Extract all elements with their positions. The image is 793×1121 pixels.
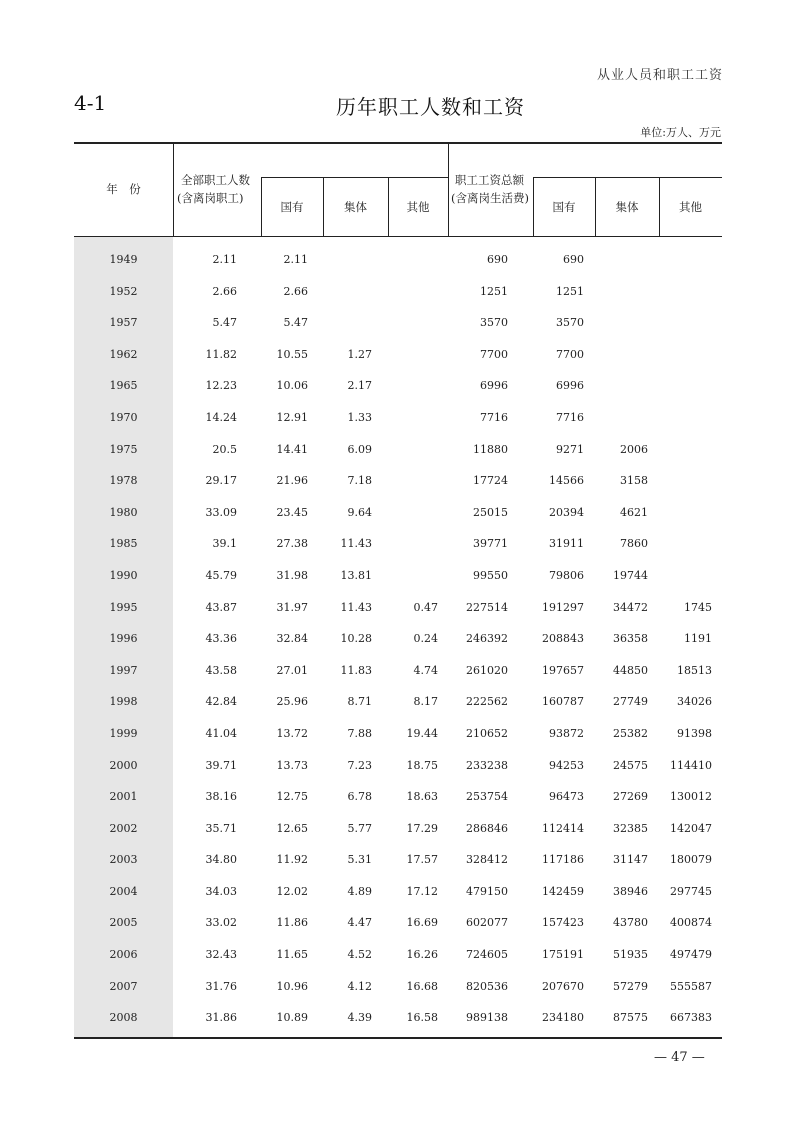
collective-wages-cell: 43780 bbox=[613, 916, 648, 930]
other-wages-cell: 555587 bbox=[670, 979, 712, 993]
collective-wages-cell: 4621 bbox=[620, 505, 648, 519]
table-row bbox=[74, 685, 722, 717]
year-cell: 2006 bbox=[109, 948, 138, 962]
state-workers-cell: 32.84 bbox=[276, 632, 308, 646]
state-workers-cell: 2.11 bbox=[283, 253, 308, 266]
other-wages-cell: 400874 bbox=[670, 916, 712, 930]
table-row bbox=[74, 496, 722, 528]
other-workers-cell: 19.44 bbox=[406, 726, 438, 740]
header-total-wages-note: (含离岗生活费) bbox=[451, 191, 529, 205]
table-row bbox=[74, 875, 722, 907]
state-wages-cell: 31911 bbox=[549, 537, 584, 551]
other-workers-cell: 16.68 bbox=[406, 979, 438, 993]
total-wages-cell: 25015 bbox=[473, 505, 508, 519]
collective-workers-cell: 1.27 bbox=[347, 347, 372, 361]
year-cell: 1949 bbox=[109, 253, 138, 266]
collective-workers-cell: 13.81 bbox=[340, 568, 372, 582]
total-workers-cell: 39.71 bbox=[205, 758, 237, 772]
total-wages-cell: 261020 bbox=[466, 663, 508, 677]
other-workers-cell: 18.75 bbox=[406, 758, 438, 772]
header-wages-state: 国有 bbox=[552, 200, 576, 214]
state-wages-cell: 234180 bbox=[542, 1011, 584, 1025]
total-wages-cell: 3570 bbox=[480, 316, 508, 330]
year-cell: 1975 bbox=[109, 442, 138, 456]
other-wages-cell: 497479 bbox=[670, 948, 712, 962]
other-workers-cell: 17.29 bbox=[406, 821, 438, 835]
header-wages-other: 其他 bbox=[679, 200, 702, 214]
state-workers-cell: 12.91 bbox=[276, 410, 308, 424]
table-row bbox=[74, 843, 722, 875]
table-row bbox=[74, 780, 722, 812]
state-workers-cell: 23.45 bbox=[276, 505, 308, 519]
year-cell: 1962 bbox=[109, 347, 138, 361]
state-workers-cell: 10.55 bbox=[276, 347, 308, 361]
other-workers-cell: 16.69 bbox=[406, 916, 438, 930]
state-workers-cell: 21.96 bbox=[276, 474, 308, 488]
state-wages-cell: 160787 bbox=[542, 695, 584, 709]
other-workers-cell: 16.26 bbox=[406, 948, 438, 962]
year-cell: 1980 bbox=[109, 505, 138, 519]
state-wages-cell: 9271 bbox=[556, 442, 584, 456]
total-wages-cell: 227514 bbox=[466, 600, 508, 614]
collective-workers-cell: 4.39 bbox=[347, 1011, 372, 1025]
collective-workers-cell: 2.17 bbox=[347, 379, 372, 393]
total-workers-cell: 41.04 bbox=[205, 726, 237, 740]
other-workers-cell: 17.12 bbox=[406, 884, 438, 898]
year-cell: 1999 bbox=[109, 726, 138, 740]
header-subrule bbox=[533, 177, 722, 178]
state-workers-cell: 13.72 bbox=[276, 726, 308, 740]
table-row bbox=[74, 717, 722, 749]
header-wages-collective: 集体 bbox=[615, 200, 639, 214]
total-wages-cell: 39771 bbox=[473, 537, 508, 551]
year-cell: 2005 bbox=[109, 916, 138, 930]
state-wages-cell: 96473 bbox=[549, 790, 584, 804]
state-workers-cell: 11.92 bbox=[276, 853, 308, 867]
header-total-wages: 职工工资总额 bbox=[455, 173, 524, 187]
total-workers-cell: 5.47 bbox=[212, 316, 237, 330]
state-wages-cell: 207670 bbox=[542, 979, 584, 993]
year-cell: 1997 bbox=[109, 663, 138, 677]
other-wages-cell: 114410 bbox=[670, 758, 712, 772]
total-workers-cell: 35.71 bbox=[205, 821, 237, 835]
other-wages-cell: 1191 bbox=[684, 632, 712, 646]
state-wages-cell: 197657 bbox=[542, 663, 584, 677]
year-cell: 2008 bbox=[109, 1011, 138, 1025]
collective-wages-cell: 7860 bbox=[620, 537, 648, 551]
total-wages-cell: 253754 bbox=[466, 790, 508, 804]
total-workers-cell: 42.84 bbox=[205, 695, 237, 709]
collective-workers-cell: 4.89 bbox=[347, 884, 372, 898]
total-workers-cell: 2.11 bbox=[212, 253, 237, 266]
table-row bbox=[74, 938, 722, 970]
year-cell: 2000 bbox=[109, 758, 138, 772]
state-wages-cell: 690 bbox=[563, 253, 584, 266]
collective-workers-cell: 11.43 bbox=[340, 600, 372, 614]
state-workers-cell: 11.86 bbox=[276, 916, 308, 930]
state-workers-cell: 2.66 bbox=[283, 284, 308, 298]
collective-workers-cell: 4.52 bbox=[347, 948, 372, 962]
year-cell: 1957 bbox=[109, 316, 138, 330]
state-wages-cell: 6996 bbox=[556, 379, 584, 393]
state-workers-cell: 13.73 bbox=[276, 758, 308, 772]
collective-workers-cell: 9.64 bbox=[347, 505, 372, 519]
collective-workers-cell: 7.88 bbox=[347, 726, 372, 740]
state-workers-cell: 10.06 bbox=[276, 379, 308, 393]
collective-workers-cell: 8.71 bbox=[347, 695, 372, 709]
total-wages-cell: 286846 bbox=[466, 821, 508, 835]
other-wages-cell: 1745 bbox=[684, 600, 712, 614]
table-row bbox=[74, 338, 722, 370]
table-row bbox=[74, 1001, 722, 1033]
header-year: 年 份 bbox=[106, 182, 141, 196]
table-row bbox=[74, 970, 722, 1002]
state-workers-cell: 10.89 bbox=[276, 1011, 308, 1025]
state-workers-cell: 27.38 bbox=[276, 537, 308, 551]
header-total-workers: 全部职工人数 bbox=[181, 173, 250, 187]
total-workers-cell: 33.09 bbox=[205, 505, 237, 519]
total-wages-cell: 820536 bbox=[466, 979, 508, 993]
collective-wages-cell: 34472 bbox=[613, 600, 648, 614]
other-wages-cell: 180079 bbox=[670, 853, 712, 867]
table-row bbox=[74, 749, 722, 781]
year-cell: 2003 bbox=[109, 853, 138, 867]
state-workers-cell: 31.98 bbox=[276, 568, 308, 582]
other-wages-cell: 142047 bbox=[670, 821, 712, 835]
table-row bbox=[74, 591, 722, 623]
year-cell: 2007 bbox=[109, 979, 138, 993]
header-divider bbox=[173, 142, 174, 237]
collective-wages-cell: 24575 bbox=[613, 758, 648, 772]
total-workers-cell: 39.1 bbox=[212, 537, 237, 551]
other-workers-cell: 17.57 bbox=[406, 853, 438, 867]
total-workers-cell: 32.43 bbox=[205, 948, 237, 962]
other-workers-cell: 18.63 bbox=[406, 790, 438, 804]
other-workers-cell: 16.58 bbox=[406, 1011, 438, 1025]
collective-wages-cell: 38946 bbox=[613, 884, 648, 898]
header-subrule bbox=[261, 177, 448, 178]
table-row bbox=[74, 906, 722, 938]
state-workers-cell: 12.65 bbox=[276, 821, 308, 835]
collective-wages-cell: 19744 bbox=[613, 568, 648, 582]
year-cell: 1978 bbox=[109, 474, 138, 488]
table-row bbox=[74, 401, 722, 433]
total-wages-cell: 7716 bbox=[480, 410, 508, 424]
total-wages-cell: 479150 bbox=[466, 884, 508, 898]
collective-wages-cell: 2006 bbox=[620, 442, 648, 456]
header-total-workers-note: (含离岗职工) bbox=[177, 191, 244, 205]
total-workers-cell: 31.86 bbox=[205, 1011, 237, 1025]
table-bottom-rule bbox=[74, 1037, 722, 1039]
total-wages-cell: 602077 bbox=[466, 916, 508, 930]
total-workers-cell: 33.02 bbox=[205, 916, 237, 930]
collective-wages-cell: 27269 bbox=[613, 790, 648, 804]
collective-wages-cell: 36358 bbox=[613, 632, 648, 646]
collective-workers-cell: 6.78 bbox=[347, 790, 372, 804]
table-row bbox=[74, 622, 722, 654]
state-workers-cell: 12.75 bbox=[276, 790, 308, 804]
state-wages-cell: 7700 bbox=[556, 347, 584, 361]
collective-workers-cell: 10.28 bbox=[340, 632, 372, 646]
year-cell: 1996 bbox=[109, 632, 138, 646]
total-wages-cell: 328412 bbox=[466, 853, 508, 867]
state-wages-cell: 142459 bbox=[542, 884, 584, 898]
collective-workers-cell: 7.23 bbox=[347, 758, 372, 772]
other-wages-cell: 297745 bbox=[670, 884, 712, 898]
total-wages-cell: 222562 bbox=[466, 695, 508, 709]
total-wages-cell: 1251 bbox=[480, 284, 508, 298]
year-cell: 2004 bbox=[109, 884, 138, 898]
table-row bbox=[74, 433, 722, 465]
total-wages-cell: 11880 bbox=[473, 442, 508, 456]
total-workers-cell: 45.79 bbox=[205, 568, 237, 582]
total-workers-cell: 34.80 bbox=[205, 853, 237, 867]
year-cell: 1985 bbox=[109, 537, 138, 551]
state-wages-cell: 94253 bbox=[549, 758, 584, 772]
table-row bbox=[74, 275, 722, 307]
table-row bbox=[74, 306, 722, 338]
total-wages-cell: 6996 bbox=[480, 379, 508, 393]
state-wages-cell: 157423 bbox=[542, 916, 584, 930]
state-workers-cell: 11.65 bbox=[276, 948, 308, 962]
other-wages-cell: 91398 bbox=[677, 726, 712, 740]
table-top-rule bbox=[74, 142, 722, 144]
unit-label: 单位:万人、万元 bbox=[640, 126, 721, 139]
state-wages-cell: 79806 bbox=[549, 568, 584, 582]
total-wages-cell: 246392 bbox=[466, 632, 508, 646]
other-wages-cell: 18513 bbox=[677, 663, 712, 677]
section-header: 从业人员和职工工资 bbox=[596, 68, 723, 83]
collective-workers-cell: 4.12 bbox=[347, 979, 372, 993]
collective-wages-cell: 3158 bbox=[620, 474, 648, 488]
total-workers-cell: 43.36 bbox=[205, 632, 237, 646]
total-workers-cell: 43.87 bbox=[205, 600, 237, 614]
header-bottom-rule bbox=[74, 236, 722, 237]
table-row bbox=[74, 559, 722, 591]
year-cell: 1970 bbox=[109, 410, 138, 424]
state-wages-cell: 117186 bbox=[542, 853, 584, 867]
other-wages-cell: 667383 bbox=[670, 1011, 712, 1025]
state-wages-cell: 20394 bbox=[549, 505, 584, 519]
state-workers-cell: 14.41 bbox=[276, 442, 308, 456]
other-wages-cell: 34026 bbox=[677, 695, 712, 709]
collective-wages-cell: 87575 bbox=[613, 1011, 648, 1025]
collective-workers-cell: 11.43 bbox=[340, 537, 372, 551]
table-row bbox=[74, 654, 722, 686]
total-workers-cell: 14.24 bbox=[205, 410, 237, 424]
other-workers-cell: 0.24 bbox=[413, 632, 438, 646]
collective-wages-cell: 57279 bbox=[613, 979, 648, 993]
state-wages-cell: 112414 bbox=[542, 821, 584, 835]
state-workers-cell: 10.96 bbox=[276, 979, 308, 993]
collective-wages-cell: 31147 bbox=[613, 853, 648, 867]
table-row bbox=[74, 464, 722, 496]
collective-wages-cell: 51935 bbox=[613, 948, 648, 962]
other-workers-cell: 8.17 bbox=[413, 695, 438, 709]
total-wages-cell: 210652 bbox=[466, 726, 508, 740]
total-workers-cell: 31.76 bbox=[205, 979, 237, 993]
header-state: 国有 bbox=[280, 200, 304, 214]
total-wages-cell: 7700 bbox=[480, 347, 508, 361]
table-body bbox=[74, 243, 722, 1033]
header-divider bbox=[448, 142, 449, 237]
state-wages-cell: 191297 bbox=[542, 600, 584, 614]
other-wages-cell: 130012 bbox=[670, 790, 712, 804]
state-workers-cell: 12.02 bbox=[276, 884, 308, 898]
total-workers-cell: 11.82 bbox=[205, 347, 237, 361]
table-title: 历年职工人数和工资 bbox=[336, 95, 525, 119]
year-cell: 1998 bbox=[109, 695, 138, 709]
year-cell: 1952 bbox=[109, 284, 138, 298]
page-number: — 47 — bbox=[654, 1050, 705, 1065]
collective-workers-cell: 6.09 bbox=[347, 442, 372, 456]
state-wages-cell: 7716 bbox=[556, 410, 584, 424]
other-workers-cell: 4.74 bbox=[413, 663, 438, 677]
total-workers-cell: 34.03 bbox=[205, 884, 237, 898]
total-wages-cell: 724605 bbox=[466, 948, 508, 962]
year-cell: 2002 bbox=[109, 821, 138, 835]
collective-workers-cell: 5.77 bbox=[347, 821, 372, 835]
other-workers-cell: 0.47 bbox=[413, 600, 438, 614]
collective-workers-cell: 7.18 bbox=[347, 474, 372, 488]
state-wages-cell: 175191 bbox=[542, 948, 584, 962]
state-wages-cell: 3570 bbox=[556, 316, 584, 330]
table-row bbox=[74, 243, 722, 275]
collective-wages-cell: 27749 bbox=[613, 695, 648, 709]
collective-workers-cell: 5.31 bbox=[347, 853, 372, 867]
year-cell: 2001 bbox=[109, 790, 138, 804]
table-row bbox=[74, 369, 722, 401]
total-workers-cell: 12.23 bbox=[205, 379, 237, 393]
total-wages-cell: 233238 bbox=[466, 758, 508, 772]
table-row bbox=[74, 527, 722, 559]
header-other: 其他 bbox=[406, 200, 430, 214]
state-workers-cell: 27.01 bbox=[276, 663, 308, 677]
state-workers-cell: 25.96 bbox=[276, 695, 308, 709]
total-workers-cell: 20.5 bbox=[212, 442, 237, 456]
total-wages-cell: 17724 bbox=[473, 474, 508, 488]
table-number: 4-1 bbox=[74, 91, 107, 115]
state-wages-cell: 1251 bbox=[556, 284, 584, 298]
total-workers-cell: 38.16 bbox=[205, 790, 237, 804]
year-cell: 1990 bbox=[109, 568, 138, 582]
state-wages-cell: 14566 bbox=[549, 474, 584, 488]
total-wages-cell: 989138 bbox=[466, 1011, 508, 1025]
state-wages-cell: 93872 bbox=[549, 726, 584, 740]
state-workers-cell: 31.97 bbox=[276, 600, 308, 614]
collective-workers-cell: 11.83 bbox=[340, 663, 372, 677]
state-wages-cell: 208843 bbox=[542, 632, 584, 646]
table-row bbox=[74, 812, 722, 844]
collective-workers-cell: 4.47 bbox=[347, 916, 372, 930]
collective-workers-cell: 1.33 bbox=[347, 410, 372, 424]
year-cell: 1995 bbox=[109, 600, 138, 614]
collective-wages-cell: 25382 bbox=[613, 726, 648, 740]
total-workers-cell: 43.58 bbox=[205, 663, 237, 677]
header-collective: 集体 bbox=[344, 200, 367, 214]
year-cell: 1965 bbox=[109, 379, 138, 393]
total-wages-cell: 99550 bbox=[473, 568, 508, 582]
collective-wages-cell: 32385 bbox=[613, 821, 648, 835]
collective-wages-cell: 44850 bbox=[613, 663, 648, 677]
state-workers-cell: 5.47 bbox=[283, 316, 308, 330]
total-workers-cell: 29.17 bbox=[205, 474, 237, 488]
total-wages-cell: 690 bbox=[487, 253, 508, 266]
total-workers-cell: 2.66 bbox=[212, 284, 237, 298]
